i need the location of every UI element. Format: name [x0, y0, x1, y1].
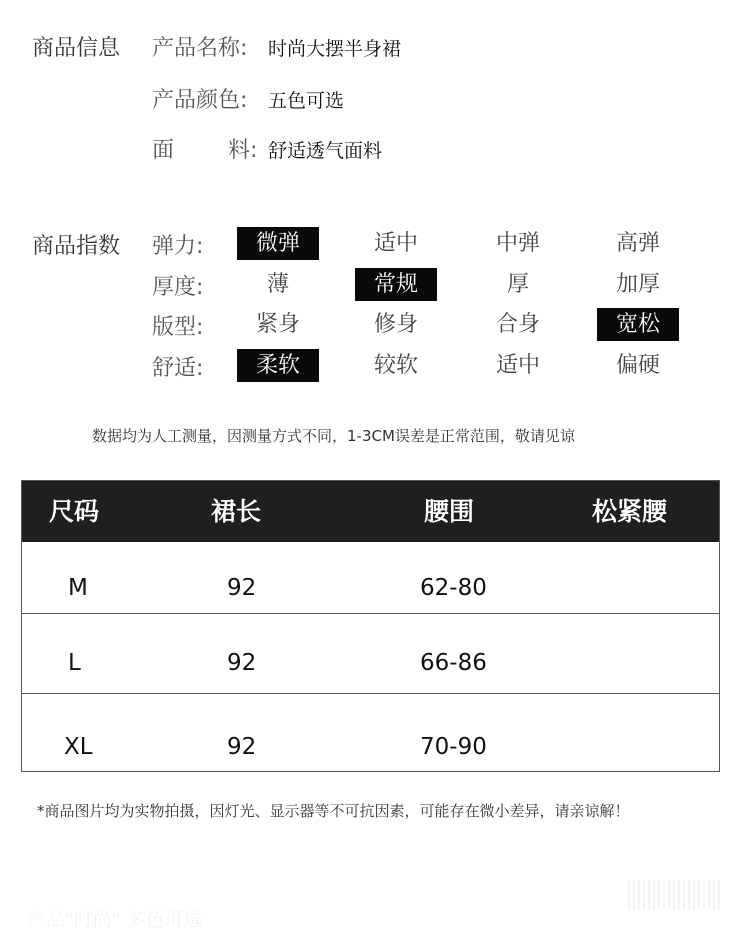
measurement-note: 数据均为人工测量，因测量方式不同，1-3CM误差是正常范围，敬请见谅 — [92, 427, 575, 445]
disclaimer-footnote: *商品图片均为实物拍摄，因灯光、显示器等不可抗因素，可能存在微小差异，请亲谅解！ — [37, 802, 630, 820]
index-option: 修身 — [373, 312, 418, 337]
product-name-value: 时尚大摆半身裙 — [268, 38, 402, 60]
size-table — [21, 480, 720, 772]
index-option-selected: 柔软 — [237, 349, 319, 382]
waist-cell: 70-90 — [420, 734, 487, 760]
index-option: 薄 — [266, 272, 289, 297]
product-color-label: 产品颜色: — [152, 88, 248, 113]
index-option: 适中 — [495, 353, 540, 378]
product-info-title: 商品信息 — [32, 36, 121, 61]
product-fabric-label-left: 面 — [152, 138, 175, 163]
table-row — [22, 614, 719, 694]
index-row-label: 厚度: — [152, 275, 204, 300]
product-index-title: 商品指数 — [32, 234, 121, 259]
index-option: 合身 — [495, 312, 540, 337]
length-cell: 92 — [227, 734, 257, 760]
index-option: 加厚 — [615, 272, 660, 297]
index-option: 中弹 — [495, 231, 540, 256]
header-elastic-waist: 松紧腰 — [592, 497, 668, 526]
size-table-header — [22, 481, 719, 542]
index-option: 偏硬 — [615, 353, 660, 378]
faint-caption: 产品"时尚" 多色可选 — [27, 909, 203, 931]
index-option-selected: 宽松 — [597, 308, 679, 341]
index-row-label: 舒适: — [152, 356, 204, 381]
size-cell: L — [68, 650, 81, 676]
index-row-label: 版型: — [152, 315, 204, 340]
index-option-selected: 常规 — [355, 268, 437, 301]
product-name-label: 产品名称: — [152, 36, 248, 61]
index-option: 高弹 — [615, 231, 660, 256]
product-fabric-label-right: 料: — [228, 138, 258, 163]
barcode-decoration — [628, 880, 720, 910]
waist-cell: 62-80 — [420, 575, 487, 601]
size-cell: XL — [64, 734, 93, 760]
waist-cell: 66-86 — [420, 650, 487, 676]
header-size: 尺码 — [49, 497, 100, 526]
table-row — [22, 694, 719, 771]
product-fabric-value: 舒适透气面料 — [268, 140, 383, 162]
product-color-value: 五色可选 — [268, 90, 345, 112]
index-option: 适中 — [373, 231, 418, 256]
size-cell: M — [68, 575, 88, 601]
header-length: 裙长 — [211, 497, 262, 526]
index-option-selected: 微弹 — [237, 227, 319, 260]
header-waist: 腰围 — [424, 497, 475, 526]
index-option: 较软 — [373, 353, 418, 378]
index-option: 紧身 — [255, 312, 300, 337]
index-option: 厚 — [506, 272, 529, 297]
table-row — [22, 542, 719, 614]
length-cell: 92 — [227, 650, 257, 676]
length-cell: 92 — [227, 575, 257, 601]
index-row-label: 弹力: — [152, 234, 204, 259]
